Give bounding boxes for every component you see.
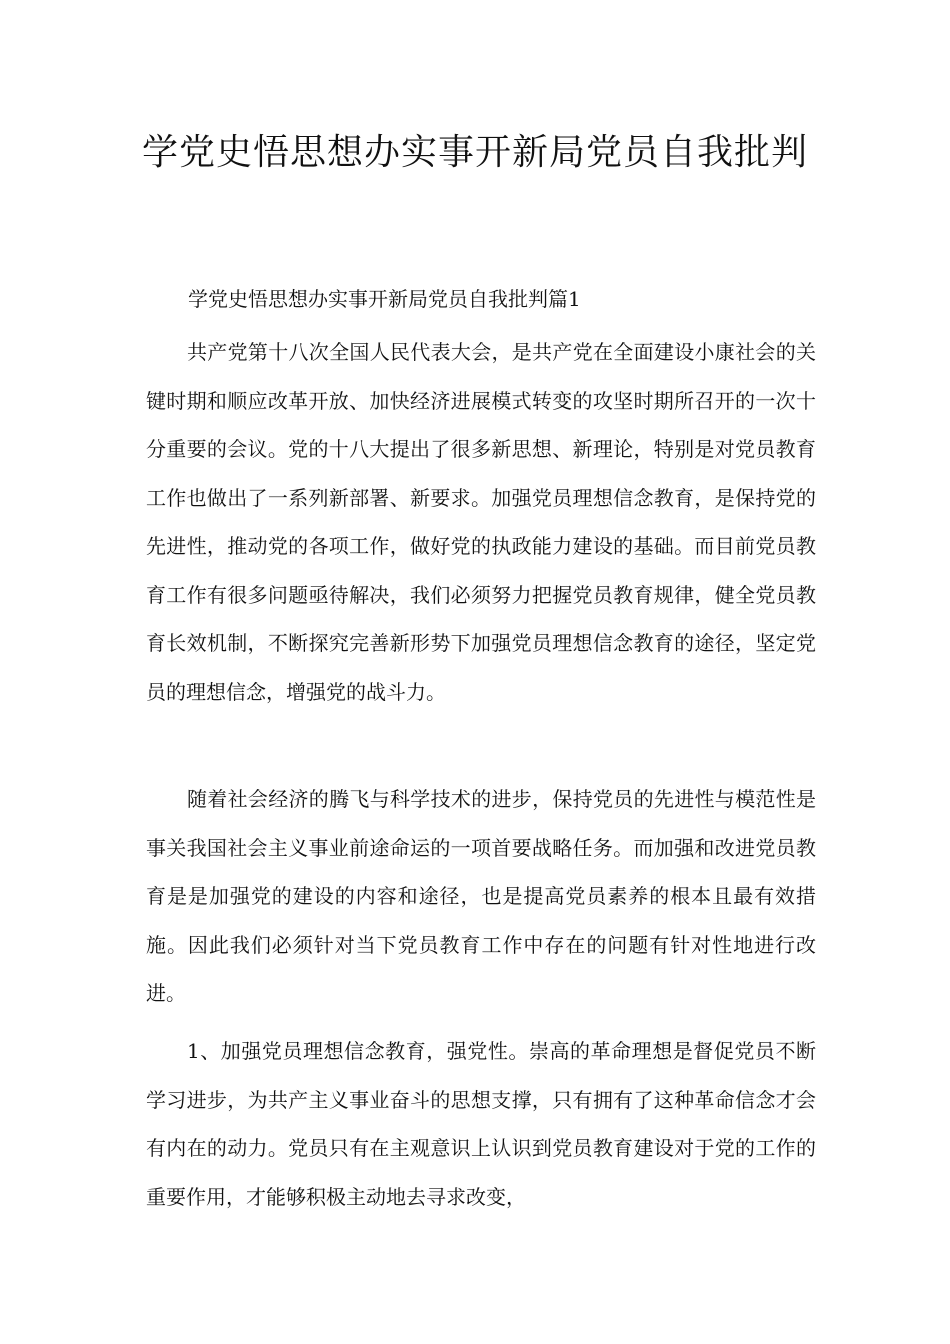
paragraph: 1、加强党员理想信念教育，强党性。崇高的革命理想是督促党员不断学习进步，为共产主义事业奋斗的思想支撑，只有拥有了这种革命信念才会有内在的动力。党员只有在主观意识上认识到党员教育建设对于党的工作的重要作用，才能够积极主动地去寻求改变，: [146, 1039, 816, 1209]
document-title: 学党史悟思想办实事开新局党员自我批判: [141, 132, 808, 173]
paragraph: 随着社会经济的腾飞与科学技术的进步，保持党员的先进性与模范性是事关我国社会主义事业前途命运的一项首要战略任务。而加强和改进党员教育是是加强党的建设的内容和途径，也是提高党员素养的根本且最有效措施。因此我们必须针对当下党员教育工作中存在的问题有针对性地进行改进。: [146, 787, 816, 1005]
paragraph: 共产党第十八次全国人民代表大会，是共产党在全面建设小康社会的关键时期和顺应改革开放、加快经济进展模式转变的攻坚时期所召开的一次十分重要的会议。党的十八大提出了很多新思想、新理论，特别是对党员教育工作也做出了一系列新部署、新要求。加强党员理想信念教育，是保持党的先进性，推动党的各项工作，做好党的执政能力建设的基础。而目前党员教育工作有很多问题亟待解决，我们必须努力把握党员教育规律，健全党员教育长效机制，不断探究完善新形势下加强党员理想信念教育的途径，坚定党员的理想信念，增强党的战斗力。: [146, 340, 816, 704]
section-heading: 学党史悟思想办实事开新局党员自我批判篇1: [188, 287, 581, 311]
